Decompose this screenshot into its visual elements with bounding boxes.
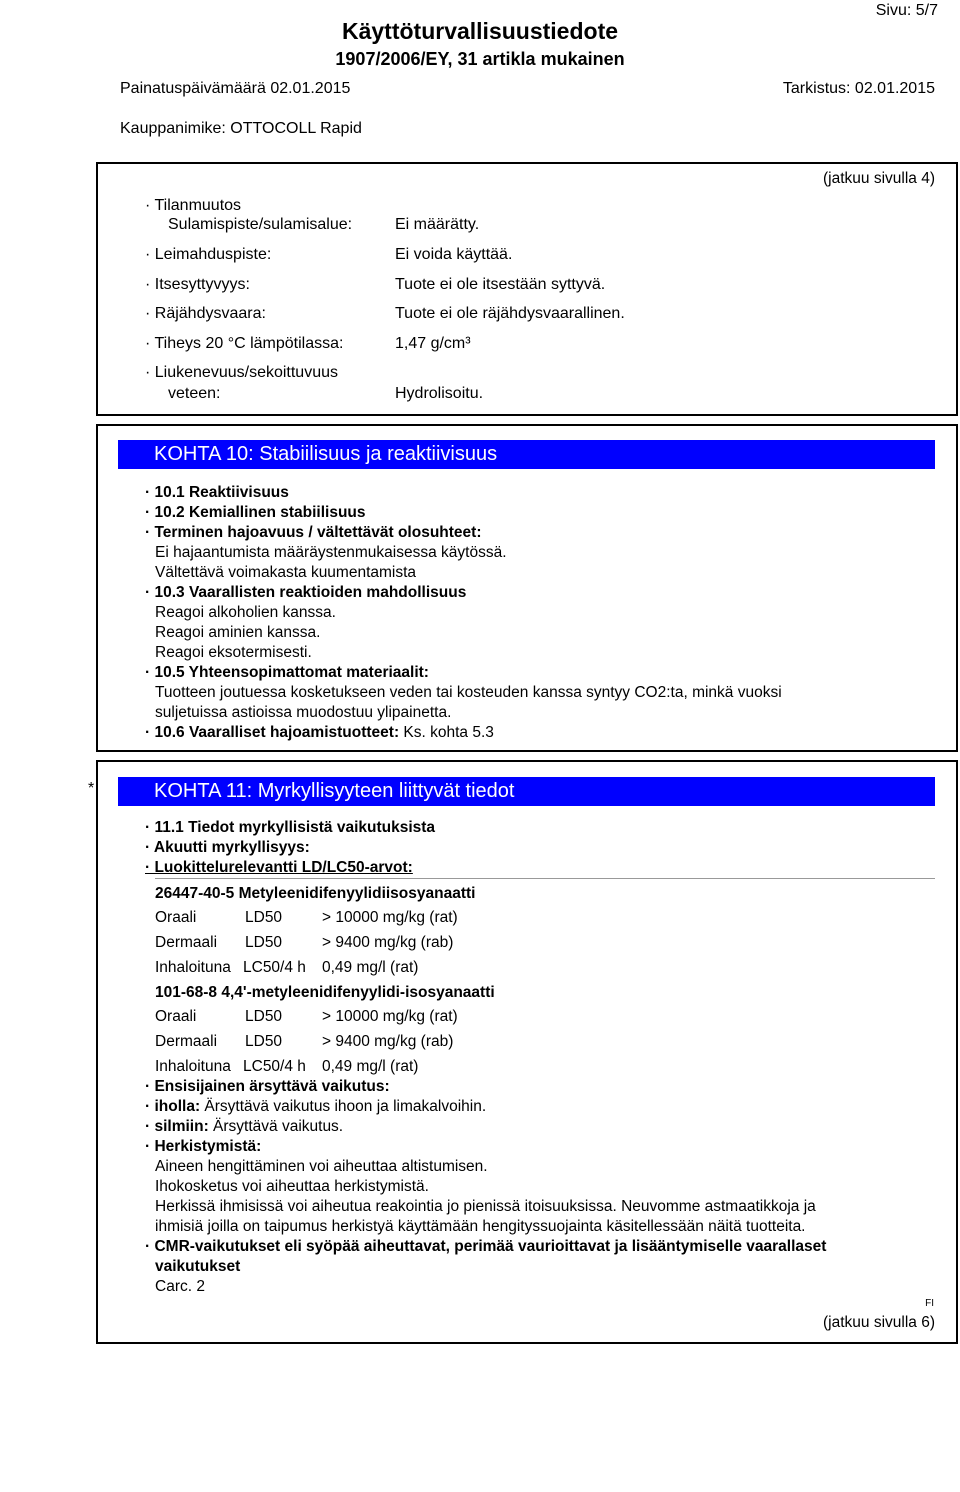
section-10-heading: KOHTA 10: Stabiilisuus ja reaktiivisuus xyxy=(118,440,935,469)
sensitisation-text: Ihokosketus voi aiheuttaa herkistymistä. xyxy=(155,1178,429,1195)
acute-toxicity: · Akuutti myrkyllisyys: xyxy=(145,839,310,856)
continued-from: (jatkuu sivulla 4) xyxy=(823,170,935,187)
skin-value: Ärsyttävä vaikutus ihoon ja limakalvoihin. xyxy=(200,1098,487,1115)
document-subtitle: 1907/2006/EY, 31 artikla mukainen xyxy=(335,49,625,69)
subheading-line: · 10.5 Yhteensopimattomat materiaalit: xyxy=(145,664,429,681)
route-cell: Dermaali xyxy=(155,934,218,951)
cmr-label-cont: vaikutukset xyxy=(155,1258,241,1275)
self-ignition-label: · Itsesyttyvyys: xyxy=(145,276,250,293)
section-10-body xyxy=(145,483,935,743)
value-cell: > 10000 mg/kg (rat) xyxy=(322,1008,458,1025)
value-cell: 0,49 mg/l (rat) xyxy=(322,959,419,976)
ld-lc50-label: · Luokittelurelevantti LD/LC50-arvot: xyxy=(145,859,413,876)
sensitisation-text: ihmisiä joilla on taipumus herkistyä käyttämään hengityssuojainta käsitellessään näitä tuotteita. xyxy=(155,1218,806,1235)
trade-name: Kauppanimike: OTTOCOLL Rapid xyxy=(120,120,362,137)
section-11-heading: KOHTA 11: Myrkyllisyyteen liittyvät tiedot xyxy=(118,777,935,806)
route-cell: Oraali xyxy=(155,1008,197,1025)
type-cell: LC50/4 h xyxy=(243,959,306,976)
type-cell: LC50/4 h xyxy=(243,1058,306,1075)
carc-class: Carc. 2 xyxy=(155,1278,205,1295)
flash-point-label: · Leimahduspiste: xyxy=(145,246,272,263)
text-line: Reagoi aminien kanssa. xyxy=(155,624,321,641)
subheading-line: · 10.3 Vaarallisten reaktioiden mahdollisuus xyxy=(145,584,467,601)
decomposition-value: Ks. kohta 5.3 xyxy=(399,724,494,741)
type-cell: LD50 xyxy=(245,1033,283,1050)
subheading-line: · 10.2 Kemiallinen stabiilisuus xyxy=(145,504,366,521)
sensitisation-label: · Herkistymistä: xyxy=(145,1138,262,1155)
skin-label: · iholla: xyxy=(145,1098,201,1115)
decomposition-label: · 10.6 Vaaralliset hajoamistuotteet: xyxy=(145,724,400,741)
continued-to: (jatkuu sivulla 6) xyxy=(823,1314,935,1331)
melting-label: Sulamispiste/sulamisalue: xyxy=(168,216,353,233)
route-cell: Inhaloituna xyxy=(155,959,231,976)
value-cell: > 9400 mg/kg (rab) xyxy=(322,934,454,951)
density-value: 1,47 g/cm³ xyxy=(395,335,471,352)
substance-name: 101-68-8 4,4'-metyleenidifenyylidi-isosyanaatti xyxy=(155,984,495,1001)
tox-info: · 11.1 Tiedot myrkyllisistä vaikutuksista xyxy=(145,819,436,836)
explosion-value: Tuote ei ole räjähdysvaarallinen. xyxy=(395,305,625,322)
self-ignition-value: Tuote ei ole itsestään syttyvä. xyxy=(395,276,606,293)
flash-point-value: Ei voida käyttää. xyxy=(395,246,513,263)
document-title: Käyttöturvallisuustiedote xyxy=(341,18,619,44)
section-11-body xyxy=(145,1077,935,1297)
type-cell: LD50 xyxy=(245,934,283,951)
solubility-value: Hydrolisoitu. xyxy=(395,385,484,402)
table-rule xyxy=(155,878,935,879)
text-line: suljetuissa astioissa muodostuu ylipainetta. xyxy=(155,704,452,721)
eye-value: Ärsyttävä vaikutus. xyxy=(208,1118,344,1135)
primary-irritant: · Ensisijainen ärsyttävä vaikutus: xyxy=(145,1078,390,1095)
solubility-label-cont: veteen: xyxy=(168,385,221,402)
value-cell: > 10000 mg/kg (rat) xyxy=(322,909,458,926)
eye-label: · silmiin: xyxy=(145,1118,209,1135)
text-line: Reagoi eksotermisesti. xyxy=(155,644,312,661)
type-cell: LD50 xyxy=(245,1008,283,1025)
revision-date: Tarkistus: 02.01.2015 xyxy=(782,80,935,97)
route-cell: Inhaloituna xyxy=(155,1058,231,1075)
sensitisation-text: Herkissä ihmisissä voi aiheutua reakointia jo pienissä itoisuuksissa. Neuvomme astmaatikkoja ja xyxy=(155,1198,816,1215)
route-cell: Oraali xyxy=(155,909,197,926)
cmr-label: · CMR-vaikutukset eli syöpää aiheuttavat, perimää vaurioittavat ja lisääntymiselle vaarallaset xyxy=(145,1238,827,1255)
type-cell: LD50 xyxy=(245,909,283,926)
state-change-label: · Tilanmuutos xyxy=(145,197,242,214)
text-line: Ei hajaantumista määräystenmukaisessa käytössä. xyxy=(155,544,507,561)
value-cell: > 9400 mg/kg (rab) xyxy=(322,1033,454,1050)
change-marker: * xyxy=(88,780,95,797)
substance-name: 26447-40-5 Metyleenidifenyylidiisosyanaatti xyxy=(155,885,476,902)
text-line: Reagoi alkoholien kanssa. xyxy=(155,604,336,621)
explosion-label: · Räjähdysvaara: xyxy=(145,305,266,322)
language-code: FI xyxy=(925,1298,934,1309)
page-number: Sivu: 5/7 xyxy=(875,2,938,19)
route-cell: Dermaali xyxy=(155,1033,218,1050)
subheading-line: · 10.1 Reaktiivisuus xyxy=(145,484,289,501)
solubility-label: · Liukenevuus/sekoittuvuus xyxy=(145,364,338,381)
value-cell: 0,49 mg/l (rat) xyxy=(322,1058,419,1075)
melting-value: Ei määrätty. xyxy=(395,216,480,233)
print-date: Painatuspäivämäärä 02.01.2015 xyxy=(120,80,351,97)
subheading-line: · Terminen hajoavuus / vältettävät olosuhteet: xyxy=(145,524,482,541)
text-line: Tuotteen joutuessa kosketukseen veden tai kosteuden kanssa syntyy CO2:ta, minkä vuoksi xyxy=(155,684,782,701)
density-label: · Tiheys 20 °C lämpötilassa: xyxy=(145,335,344,352)
text-line: Vältettävä voimakasta kuumentamista xyxy=(155,564,417,581)
sensitisation-text: Aineen hengittäminen voi aiheuttaa altistumisen. xyxy=(155,1158,488,1175)
